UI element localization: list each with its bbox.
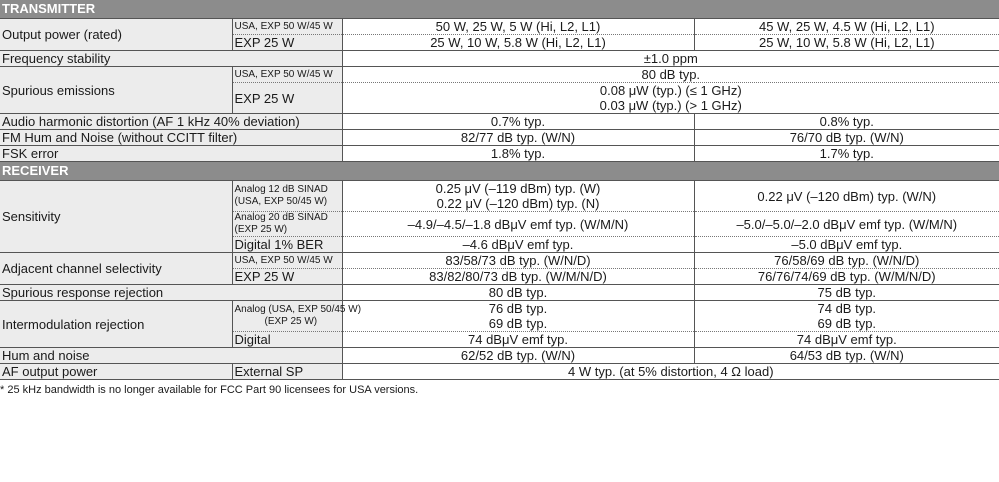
row-label: Adjacent channel selectivity — [0, 253, 232, 285]
value-cell: 80 dB typ. — [342, 285, 694, 301]
value-cell — [342, 181, 694, 212]
value-cell: 1.7% typ. — [694, 146, 999, 162]
value-cell: 62/52 dB typ. (W/N) — [342, 348, 694, 364]
sub-label-line: (EXP 25 W) — [264, 316, 318, 327]
value-cell: 0.7% typ. — [342, 114, 694, 130]
value-cell — [342, 83, 999, 114]
value-cell: 0.22 μV (–120 dBm) typ. (W/N) — [694, 181, 999, 212]
value-cell: 50 W, 25 W, 5 W (Hi, L2, L1) — [342, 19, 694, 35]
row-label: Frequency stability — [0, 51, 342, 67]
sub-label — [232, 301, 362, 332]
section-title: TRANSMITTER — [0, 0, 999, 19]
row-label: Spurious response rejection — [0, 285, 342, 301]
value-cell: –4.6 dBμV emf typ. — [342, 237, 694, 253]
footnote: * 25 kHz bandwidth is no longer available for FCC Part 90 licensees for USA versions. — [0, 384, 419, 396]
value-cell: ±1.0 ppm — [342, 51, 999, 67]
section-title: RECEIVER — [0, 162, 999, 181]
table-row — [0, 181, 999, 212]
value-line: 74 dB typ. — [817, 301, 877, 316]
value-cell: –5.0 dBμV emf typ. — [694, 237, 999, 253]
value-cell: 25 W, 10 W, 5.8 W (Hi, L2, L1) — [694, 35, 999, 51]
value-cell: 4 W typ. (at 5% distortion, 4 Ω load) — [342, 364, 999, 380]
value-cell: 80 dB typ. — [342, 67, 999, 83]
sub-label: USA, EXP 50 W/45 W — [232, 253, 342, 269]
row-label: Intermodulation rejection — [0, 301, 232, 348]
value-cell — [694, 301, 999, 332]
sub-label-line: (EXP 25 W) — [234, 224, 288, 235]
row-label: Hum and noise — [0, 348, 342, 364]
sub-label: EXP 25 W — [232, 269, 342, 285]
value-cell: 76/58/69 dB typ. (W/N/D) — [694, 253, 999, 269]
row-label: AF output power — [0, 364, 232, 380]
value-line: 76 dB typ. — [488, 301, 548, 316]
value-cell: 64/53 dB typ. (W/N) — [694, 348, 999, 364]
row-label: FM Hum and Noise (without CCITT filter) — [0, 130, 342, 146]
value-line: 0.25 μV (–119 dBm) typ. (W) — [435, 181, 601, 196]
value-cell: 74 dBμV emf typ. — [342, 332, 694, 348]
value-cell: 0.8% typ. — [694, 114, 999, 130]
sub-label: EXP 25 W — [232, 83, 342, 114]
table-row — [0, 51, 999, 67]
value-line: 0.08 μW (typ.) (≤ 1 GHz) — [599, 83, 742, 98]
row-label: Output power (rated) — [0, 19, 232, 51]
table-row — [0, 301, 999, 332]
table-row — [0, 364, 999, 380]
value-cell: –4.9/–4.5/–1.8 dBμV emf typ. (W/M/N) — [342, 212, 694, 237]
sub-label — [232, 212, 342, 237]
sub-label-line: (USA, EXP 50/45 W) — [234, 196, 328, 207]
table-row — [0, 19, 999, 35]
row-label: Spurious emissions — [0, 67, 232, 114]
value-cell: 83/58/73 dB typ. (W/N/D) — [342, 253, 694, 269]
section-header-receiver — [0, 162, 999, 181]
table-row — [0, 348, 999, 364]
sub-label: Digital — [232, 332, 342, 348]
table-row — [0, 285, 999, 301]
table-row — [0, 253, 999, 269]
sub-label-line: Analog 12 dB SINAD — [234, 184, 328, 195]
row-label: Audio harmonic distortion (AF 1 kHz 40% deviation) — [0, 114, 342, 130]
sub-label: External SP — [232, 364, 342, 380]
value-cell: 83/82/80/73 dB typ. (W/M/N/D) — [342, 269, 694, 285]
table-row — [0, 67, 999, 83]
sub-label: EXP 25 W — [232, 35, 342, 51]
value-cell: 82/77 dB typ. (W/N) — [342, 130, 694, 146]
row-label: Sensitivity — [0, 181, 232, 253]
section-header-transmitter — [0, 0, 999, 19]
value-cell: –5.0/–5.0/–2.0 dBμV emf typ. (W/M/N) — [694, 212, 999, 237]
table-row — [0, 114, 999, 130]
sub-label-line: Analog 20 dB SINAD — [234, 212, 328, 223]
sub-label: USA, EXP 50 W/45 W — [232, 67, 342, 83]
value-cell: 74 dBμV emf typ. — [694, 332, 999, 348]
sub-label: USA, EXP 50 W/45 W — [232, 19, 342, 35]
value-cell: 76/70 dB typ. (W/N) — [694, 130, 999, 146]
value-line: 0.03 μW (typ.) (> 1 GHz) — [599, 98, 742, 113]
value-cell: 25 W, 10 W, 5.8 W (Hi, L2, L1) — [342, 35, 694, 51]
value-cell: 76/76/74/69 dB typ. (W/M/N/D) — [694, 269, 999, 285]
value-cell — [342, 301, 694, 332]
value-cell: 1.8% typ. — [342, 146, 694, 162]
value-line: 69 dB typ. — [488, 316, 548, 331]
value-cell: 45 W, 25 W, 4.5 W (Hi, L2, L1) — [694, 19, 999, 35]
value-line: 69 dB typ. — [817, 316, 877, 331]
sub-label-line: Analog (USA, EXP 50/45 W) — [234, 304, 362, 315]
table-row — [0, 146, 999, 162]
value-cell: 75 dB typ. — [694, 285, 999, 301]
sub-label: Digital 1% BER — [232, 237, 342, 253]
value-line: 0.22 μV (–120 dBm) typ. (N) — [436, 196, 600, 211]
table-row — [0, 130, 999, 146]
sub-label — [232, 181, 342, 212]
row-label: FSK error — [0, 146, 342, 162]
